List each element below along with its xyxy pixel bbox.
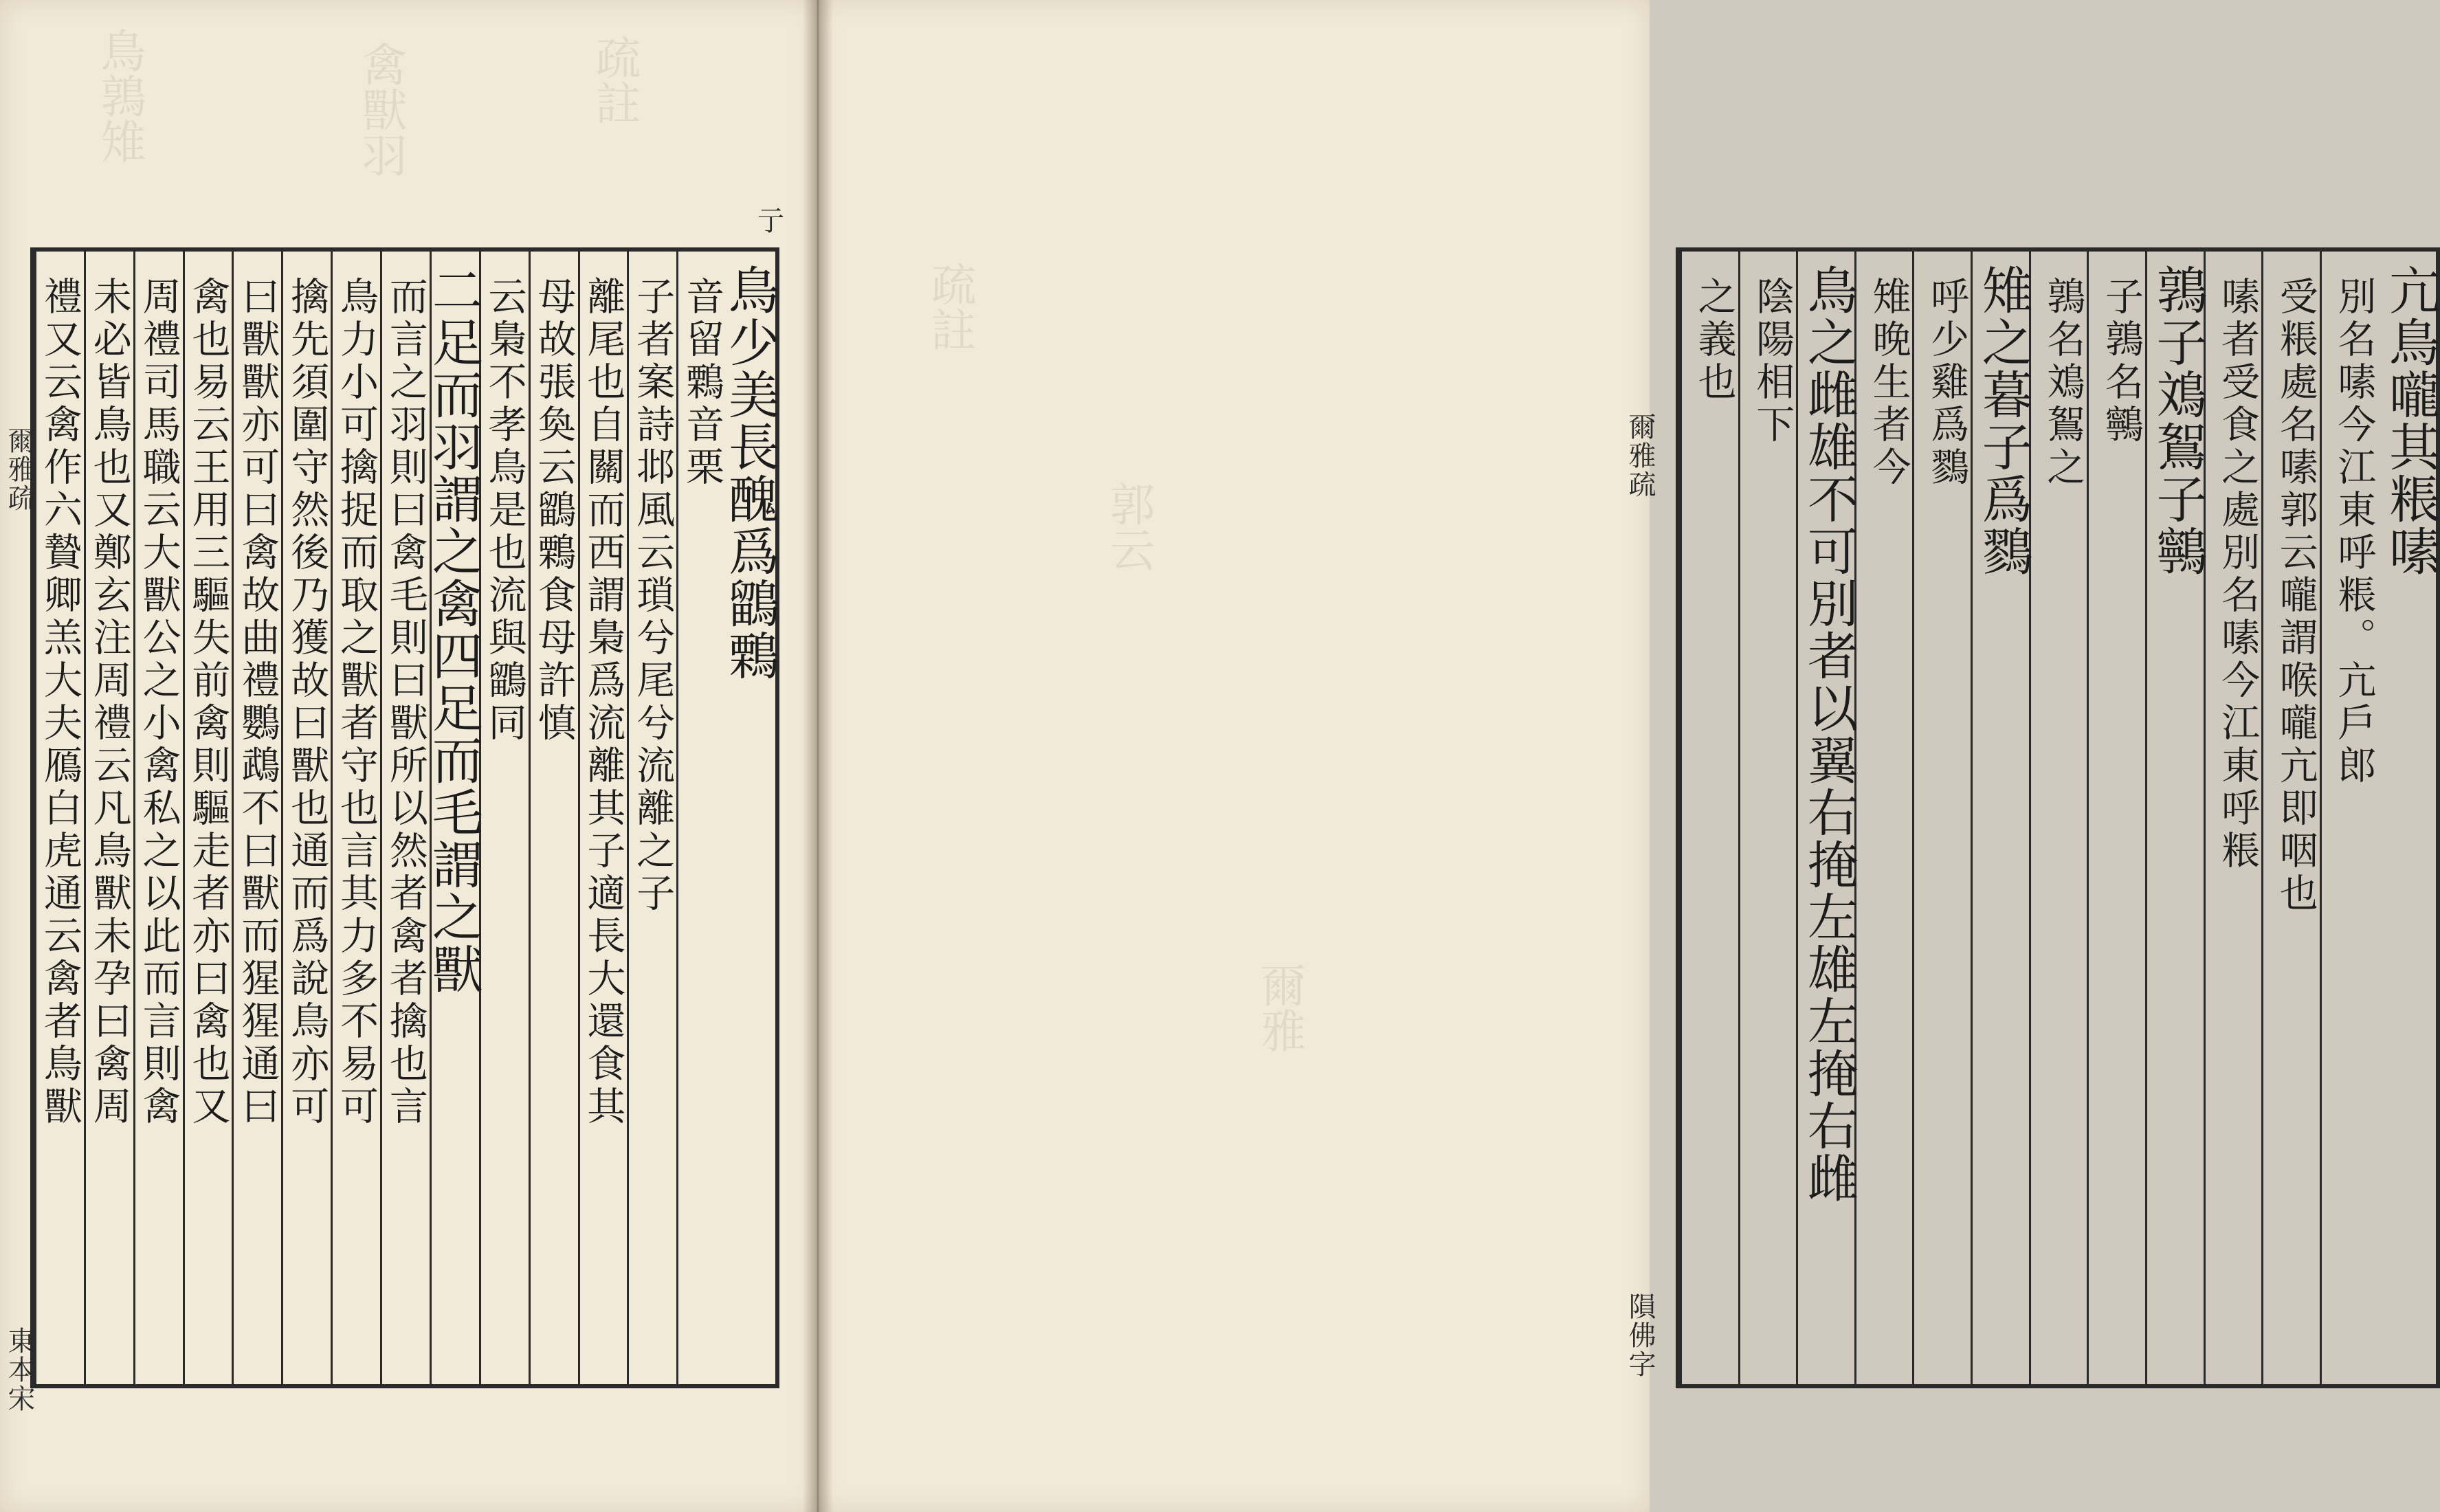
bleed-through-text: 疏註 [588,34,641,125]
book-gutter [803,0,833,1512]
left-page-column-text: 二足而羽謂之禽四足而毛謂之獸 [423,264,483,995]
right-page-column-text: 亢鳥嚨其粻嗉 [2380,264,2440,577]
right-page-column-text: 之義也 [1692,276,1737,404]
right-page-column-text: 子鶉名鸋 [2098,276,2144,447]
right-page [817,0,2440,1512]
right-page-column-text: 嗉者受食之處別名嗉今江東呼粻 [2215,276,2261,873]
right-page-column-3 [2261,252,2320,1384]
right-page-column-9 [1912,252,1971,1384]
left-page-column-9 [331,252,380,1384]
left-page-column-text: 擒先須圍守然後乃獲故曰獸也通而爲說鳥亦可 [285,276,330,1129]
left-page-column-11 [232,252,281,1384]
margin-title-right: 爾雅疏 [1624,412,1656,499]
margin-note-bottom-right: 隕佛字 [1624,1292,1656,1379]
right-page-column-text: 鶉名鳼鴽之 [2041,276,2086,489]
right-page-column-text: 受粻處名嗉郭云嚨謂喉嚨亢即咽也 [2273,276,2318,915]
right-page-column-2 [2320,252,2378,1384]
bleed-through-text: 禽獸羽 [354,41,407,177]
left-page-column-text: 禮又云禽作六贄卿羔大夫鴈白虎通云禽者鳥獸 [37,276,82,1129]
margin-mark-top: 亍 [753,206,784,235]
right-page-column-8 [1971,252,2033,1384]
right-page-column-6 [2087,252,2145,1384]
margin-title-left: 爾雅疏 [3,426,35,513]
left-page-column-13 [133,252,183,1384]
right-page-column-text: 呼少雞爲鷚 [1925,276,1970,489]
right-page-column-text: 別名嗉今江東呼粻。亢戶郎 [2331,276,2377,788]
left-page-column-10 [281,252,331,1384]
left-page-column-text: 云梟不孝鳥是也流與鶹同 [482,276,527,745]
bleed-through-text: 疏註 [923,261,976,352]
left-page-column-12 [183,252,232,1384]
right-page-column-text: 陰陽相下 [1750,276,1795,447]
right-page-column-4 [2204,252,2262,1384]
left-page-column-14 [84,252,133,1384]
left-page-column-text: 音留鷅音栗 [680,276,725,489]
left-page-column-text: 周禮司馬職云大獸公之小禽私之以此而言則禽 [136,276,181,1129]
left-page-column-text: 未必皆鳥也又鄭玄注周禮云凡鳥獸未孕曰禽周 [87,276,132,1129]
left-page-column-text: 母故張奐云鶹鷅食母許慎 [531,276,577,745]
text-frame-right [1676,247,2440,1388]
right-page-column-1 [2377,252,2440,1384]
left-page-column-text: 鳥少美長醜爲鶹鷅 [720,264,779,682]
right-page-column-text: 雉之暮子爲鷚 [1973,264,2033,577]
right-page-column-text: 鶉子鳼鴽子鸋 [2148,264,2208,577]
right-page-column-12 [1738,252,1797,1384]
left-page-column-text: 離尾也自關而西謂梟爲流離其子適長大還食其 [581,276,626,1129]
left-page-column-4 [578,252,628,1384]
right-page-column-13 [1680,252,1738,1384]
bleed-through-text: 郭云 [1102,481,1155,572]
right-page-column-7 [2029,252,2087,1384]
left-page-column-15 [34,252,84,1384]
left-page-column-8 [380,252,430,1384]
left-page-column-5 [529,252,578,1384]
left-page-column-text: 鳥力小可擒捉而取之獸者守也言其力多不易可 [334,276,379,1129]
left-page-column-7 [423,252,483,1384]
right-page-column-10 [1854,252,1913,1384]
left-page-column-text: 禽也易云王用三驅失前禽則驅走者亦曰禽也又 [186,276,231,1129]
left-page-column-text: 子者案詩邶風云瑣兮尾兮流離之子 [630,276,676,915]
right-page-column-text: 鳥之雌雄不可別者以翼右掩左雄左掩右雌 [1799,264,1859,1204]
right-page-column-5 [2145,252,2208,1384]
text-frame-left [30,247,779,1388]
right-page-column-11 [1796,252,1859,1384]
bleed-through-text: 爾雅 [1253,962,1306,1053]
left-page-column-1 [720,252,779,1384]
bleed-through-text: 鳥鶉雉 [93,27,146,164]
right-page-column-text: 雉晚生者今 [1866,276,1911,489]
left-page-column-6 [479,252,529,1384]
left-page-column-3 [627,252,676,1384]
left-page-column-text: 曰獸獸亦可曰禽故曲禮鸚鵡不曰獸而猩猩通曰 [235,276,280,1129]
left-page [0,0,817,1512]
left-page-column-2 [676,252,726,1384]
margin-note-bottom: 東本宋 [3,1326,35,1413]
left-page-column-text: 而言之羽則曰禽毛則曰獸所以然者禽者擒也言 [383,276,428,1129]
